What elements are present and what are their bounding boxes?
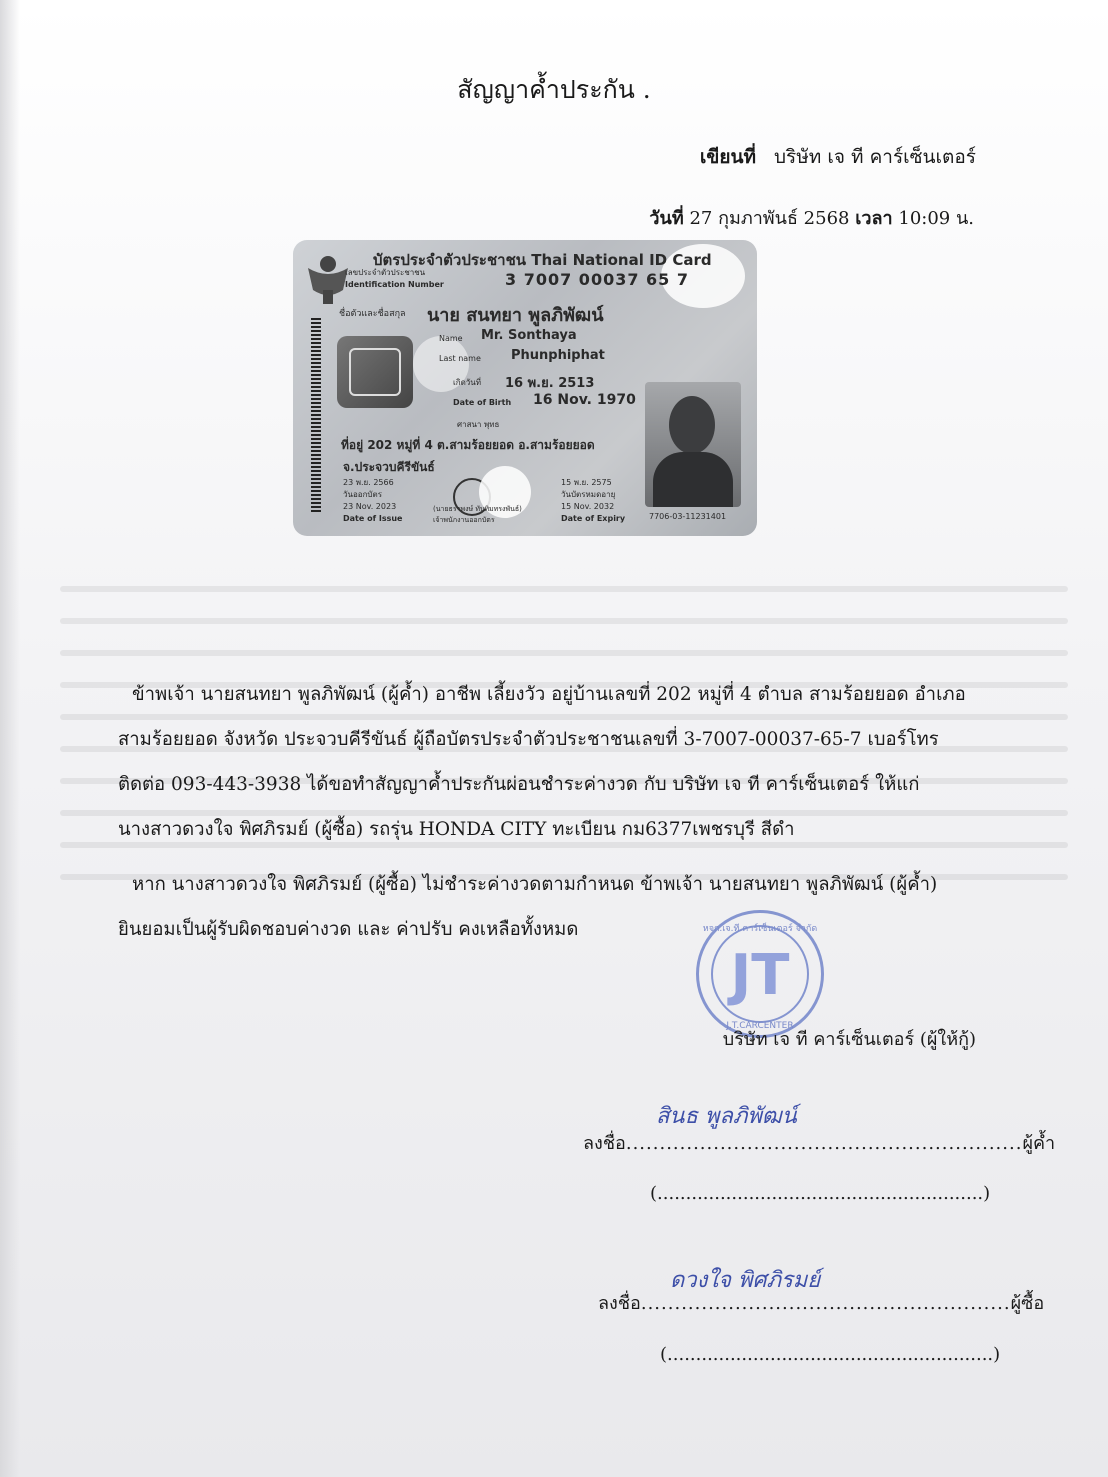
guarantee-paragraph-2 xyxy=(118,862,988,952)
buyer-signature: ดวงใจ พิศภิรมย์ xyxy=(670,1268,821,1293)
stamp-bottom-text: J.T.CARCENTER xyxy=(726,1021,794,1031)
lastname-en: Phunphiphat xyxy=(511,348,605,363)
religion: ศาสนา พุทธ xyxy=(457,420,500,429)
buyer-sign-line: ลงชื่อ.......................................................ผู้ซื้อ xyxy=(598,1293,1045,1314)
written-at-label: เขียนที่ xyxy=(699,146,756,168)
id-number: 3 7007 00037 65 7 xyxy=(505,270,690,289)
time-value: 10:09 น. xyxy=(898,208,974,229)
issue-date-en: 23 Nov. 2023 xyxy=(343,502,397,511)
address-line-1: ที่อยู่ 202 หมู่ที่ 4 ต.สามร้อยยอด อ.สามร้อยยอด xyxy=(341,438,595,452)
guarantee-paragraph-1 xyxy=(118,672,988,852)
date-label: วันที่ xyxy=(649,208,684,229)
guarantor-name-line: (.........................................................) xyxy=(650,1183,991,1204)
id-card-copy xyxy=(293,240,757,536)
dob-th: 16 พ.ย. 2513 xyxy=(505,376,595,391)
dob-label-en: Date of Birth xyxy=(453,398,512,407)
time-label: เวลา xyxy=(855,208,893,229)
written-at-line xyxy=(700,142,976,172)
id-label-th: เลขประจำตัวประชาชน xyxy=(345,268,426,277)
name-label-th: ชื่อตัวและชื่อสกุล xyxy=(339,309,406,319)
name-label-en: Name xyxy=(439,334,463,343)
dob-label-th: เกิดวันที่ xyxy=(453,378,482,387)
issue-date-th: 23 พ.ย. 2566 xyxy=(343,478,394,487)
buyer-role: ผู้ซื้อ xyxy=(1010,1293,1045,1314)
buyer-name-line: (.........................................................) xyxy=(660,1344,1001,1365)
paragraph-2-text: หาก นางสาวดวงใจ พิศภิรมย์ (ผู้ซื้อ) ไม่ชำระค่างวดตามกำหนด ข้าพเจ้า นายสนทยา พูลภิพัฒน์ (ผู้ค้ำ) ยินยอมเป็นผู้รับผิดชอบค่างวด และ ค่าปรับ คงเหลือทั้งหมด xyxy=(118,874,938,940)
issue-label-th: วันออกบัตร xyxy=(343,490,382,499)
expiry-date-th: 15 พ.ย. 2575 xyxy=(561,478,612,487)
date-line xyxy=(649,203,974,232)
dob-en: 16 Nov. 1970 xyxy=(533,392,636,408)
card-header: บัตรประจำตัวประชาชน Thai National ID Card xyxy=(373,251,712,269)
lastname-label-en: Last name xyxy=(439,354,481,363)
guarantor-signature: สินธ พูลภิพัฒน์ xyxy=(656,1104,797,1129)
expiry-label-th: วันบัตรหมดอายุ xyxy=(561,490,616,499)
company-signature-line: บริษัท เจ ที คาร์เซ็นเตอร์ (ผู้ให้กู้) xyxy=(722,1029,976,1050)
name-th: นาย สนทยา พูลภิพัฒน์ xyxy=(427,305,604,326)
expiry-date-en: 15 Nov. 2032 xyxy=(561,502,615,511)
buyer-sign-label: ลงชื่อ xyxy=(598,1293,641,1314)
side-barcode xyxy=(311,318,321,514)
date-value: 27 กุมภาพันธ์ 2568 xyxy=(689,208,850,229)
paragraph-1-text: ข้าพเจ้า นายสนทยา พูลภิพัฒน์ (ผู้ค้ำ) อาชีพ เลี้ยงวัว อยู่บ้านเลขที่ 202 หมู่ที่ 4 ตำบล สามร้อยยอด อำเภอ สามร้อยยอด จังหวัด ประจวบคีรีขันธ์ ผู้ถือบัตรประจำตัวประชาชนเลขที่ 3-7007-00037-65-7 เบอร์โทร ติดต่อ 093-443-3938 ได้ขอทำสัญญาค้ำประกันผ่อนชำระค่างวด กับ บริษัท เจ ที คาร์เซ็นเตอร์ ให้แก่ นางสาวดวงใจ พิศภิรมย์ (ผู้ซื้อ) รถรุ่น HONDA CITY ทะเบียน กม6377เพชรบุรี สีดำ xyxy=(118,684,966,840)
officer-title: เจ้าพนักงานออกบัตร xyxy=(433,516,495,524)
guarantor-role: ผู้ค้ำ xyxy=(1022,1133,1056,1154)
card-serial: 7706-03-11231401 xyxy=(649,512,727,521)
card-chip-icon xyxy=(337,336,413,408)
document-title: สัญญาค้ำประกัน . xyxy=(457,75,651,104)
written-at-value: บริษัท เจ ที คาร์เซ็นเตอร์ xyxy=(774,146,976,168)
guarantor-sign-line: ลงชื่อ...........................................................ผู้ค้ำ xyxy=(583,1133,1056,1154)
issue-label-en: Date of Issue xyxy=(343,514,403,523)
officer-name: (นายธราพงษ์ ทับทิมทรงพันธ์) xyxy=(433,505,522,513)
id-photo xyxy=(645,382,741,507)
name-en: Mr. Sonthaya xyxy=(481,328,577,343)
stamp-logo: JT xyxy=(730,943,790,1008)
paper-edge-shadow xyxy=(0,0,20,1477)
expiry-label-en: Date of Expiry xyxy=(561,514,626,523)
guarantor-sign-label: ลงชื่อ xyxy=(583,1133,626,1154)
company-stamp xyxy=(696,910,824,1038)
address-line-2: จ.ประจวบคีรีขันธ์ xyxy=(343,460,435,474)
stamp-top-text: หจก.เจ.ที.คาร์เซ็นเตอร์ จำกัด xyxy=(702,924,818,934)
id-label-en: Identification Number xyxy=(345,280,444,289)
